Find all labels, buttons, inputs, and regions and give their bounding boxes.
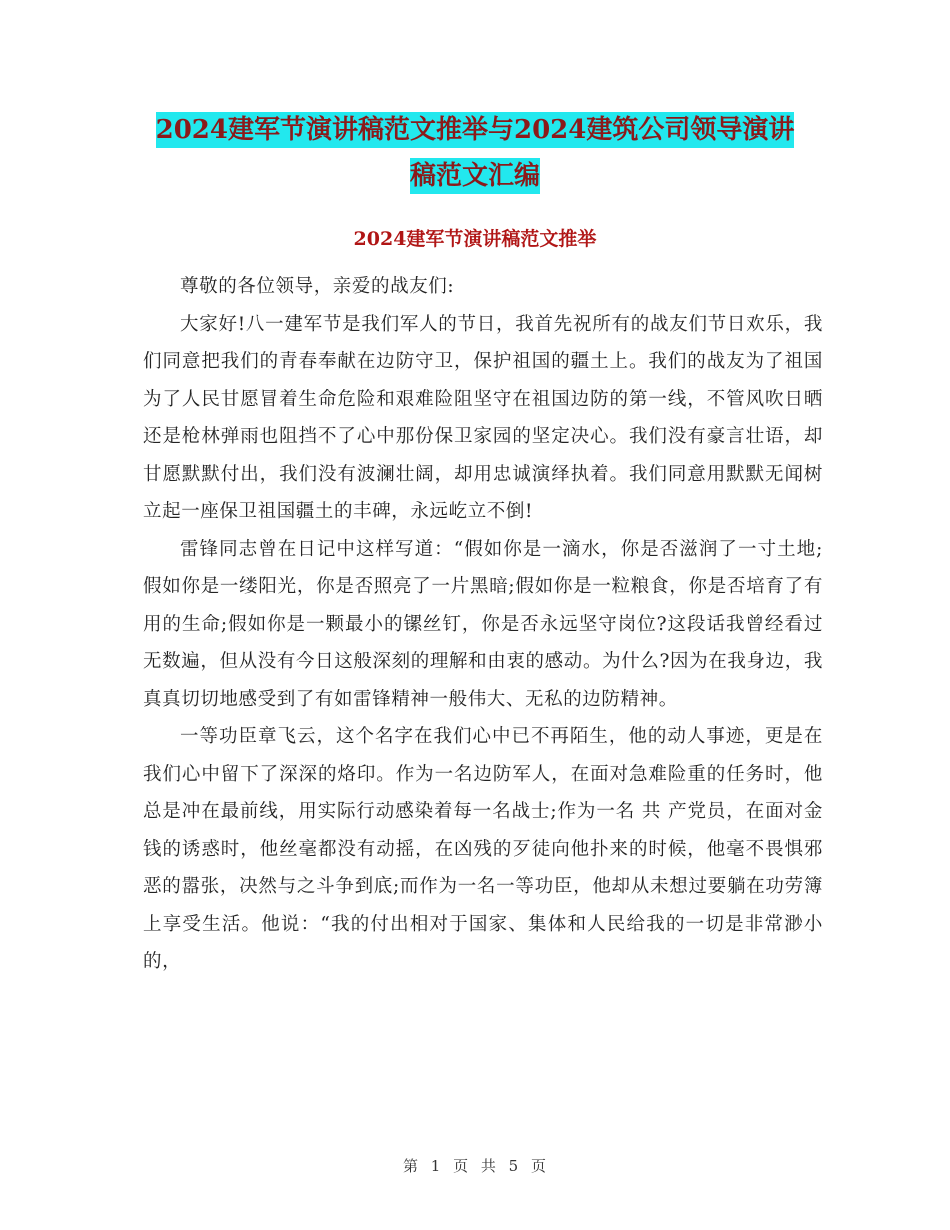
body-paragraph-1: 大家好!八一建军节是我们军人的节日，我首先祝所有的战友们节日欢乐，我们同意把我们的青春奉献在边防守卫，保护祖国的疆土上。我们的战友为了祖国为了人民甘愿冒着生命危险和艰难险阻坚守在祖国边防的第一线，不管风吹日晒还是枪林弹雨也阻挡不了心中那份保卫家园的坚定决心。我们没有豪言壮语，却甘愿默默付出，我们没有波澜壮阔，却用忠诚演绎执着。我们同意用默默无闻树立起一座保卫祖国疆土的丰碑，永远屹立不倒! <box>143 313 823 522</box>
document-title-line-1 <box>130 113 820 147</box>
body-paragraph-2: 雷锋同志曾在日记中这样写道：“假如你是一滴水，你是否滋润了一寸土地;假如你是一缕阳光，你是否照亮了一片黑暗;假如你是一粒粮食，你是否培育了有用的生命;假如你是一颗最小的镙丝钉，你是否永远坚守岗位?这段话我曾经看过无数遍，但从没有今日这般深刻的理解和由衷的感动。为什么?因为在我身边，我真真切切地感受到了有如雷锋精神一般伟大、无私的边防精神。 <box>143 538 823 710</box>
section-heading: 2024建军节演讲稿范文推举 <box>353 228 597 250</box>
body-paragraph-3: 一等功臣章飞云，这个名字在我们心中已不再陌生，他的动人事迹，更是在我们心中留下了深深的烙印。作为一名边防军人，在面对急难险重的任务时，他总是冲在最前线，用实际行动感染着每一名战士;作为一名 共 产党员，在面对金钱的诱惑时，他丝毫都没有动摇，在凶残的歹徒向他扑来的时候，他毫不畏惧邪恶的嚣张，决然与之斗争到底;而作为一名一等功臣，他却从未想过要躺在功劳簿上享受生活。他说：“我的付出相对于国家、集体和人民给我的一切是非常渺小的， <box>143 726 823 972</box>
document-body <box>143 268 823 981</box>
body-paragraph-salutation: 尊敬的各位领导，亲爱的战友们: <box>180 276 455 297</box>
document-title-line-2 <box>130 159 820 193</box>
document-title-text-1: 2024建军节演讲稿范文推举与2024建筑公司领导演讲 <box>156 112 795 148</box>
document-title-text-2: 稿范文汇编 <box>410 158 540 194</box>
page-footer: 第 1 页 共 5 页 <box>403 1157 547 1175</box>
